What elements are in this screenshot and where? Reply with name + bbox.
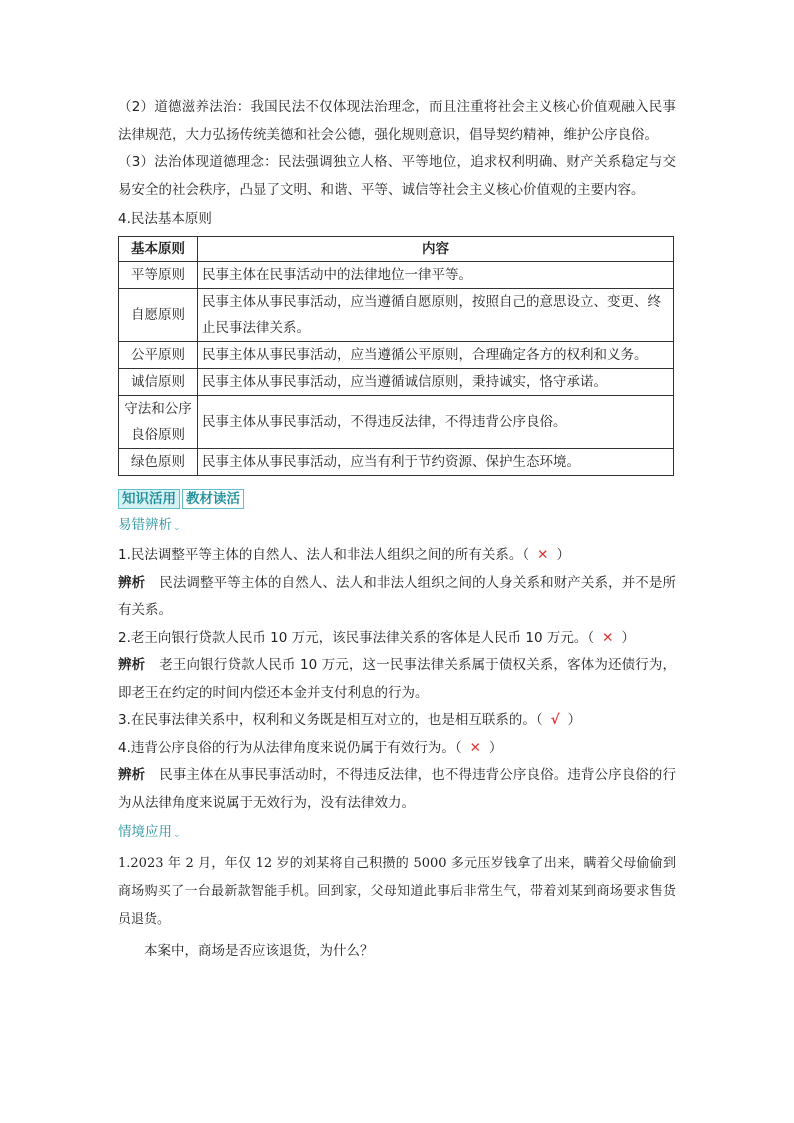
document-page (118, 94, 676, 965)
section-badges (118, 488, 676, 510)
scenario-title: 情境应用 (118, 824, 172, 840)
wrong-mark-icon: ✕ (469, 739, 481, 756)
principle-name: 诚信原则 (119, 368, 198, 395)
error-analysis-4 (118, 762, 676, 817)
principles-table (118, 236, 674, 476)
error-analysis-1 (118, 570, 676, 625)
error-analysis-heading (118, 512, 676, 543)
analysis-text: 民法调整平等主体的自然人、法人和非法人组织之间的人身关系和财产关系，并不是所有关系。 (118, 574, 677, 618)
principle-name: 自愿原则 (119, 288, 198, 341)
scenario-heading (118, 819, 676, 850)
error-question-1 (118, 542, 676, 570)
principle-content: 民事主体从事民事活动，应当遵循公平原则，合理确定各方的权利和义务。 (198, 341, 674, 368)
table-row (119, 448, 674, 475)
question-close: ） (567, 712, 582, 728)
badge-textbook-reading: 教材读活 (182, 489, 244, 509)
chevron-down-icon: ⌄ (173, 522, 181, 533)
question-close: ） (556, 547, 570, 563)
principle-name: 绿色原则 (119, 448, 198, 475)
question-text: 2.老王向银行贷款人民币 10 万元，该民事法律关系的客体是人民币 10 万元。（ (118, 629, 595, 646)
error-analysis-title: 易错辨析 (118, 516, 172, 533)
table-row (119, 288, 674, 341)
principle-content: 民事主体在民事活动中的法律地位一律平等。 (198, 261, 674, 288)
principle-content: 民事主体从事民事活动，不得违反法律，不得违背公序良俗。 (198, 395, 674, 448)
section-heading-principles: 4.民法基本原则 (118, 211, 212, 227)
principle-name: 守法和公序良俗原则 (119, 395, 198, 448)
analysis-label: 辨析 (118, 657, 146, 673)
analysis-text: 老王向银行贷款人民币 10 万元，这一民事法律关系属于债权关系，客体为还债行为，即老王在约定的时间内偿还本金并支付利息的行为。 (118, 657, 677, 701)
check-mark-icon: √ (550, 712, 560, 728)
badge-knowledge-use: 知识活用 (118, 489, 180, 509)
table-header-row (119, 236, 674, 261)
table-row (119, 368, 674, 395)
paragraph-moral-nourishes-law: （2）道德滋养法治：我国民法不仅体现法治理念，而且注重将社会主义核心价值观融入民事法律规范，大力弘扬传统美德和社会公德，强化规则意识，倡导契约精神，维护公序良俗。 (118, 99, 676, 143)
header-principle: 基本原则 (119, 236, 198, 261)
scenario-question: 本案中，商场是否应该退货，为什么？ (144, 942, 374, 959)
analysis-label: 辨析 (118, 574, 146, 591)
question-text: 3.在民事法律关系中，权利和义务既是相互对立的，也是相互联系的。（ (118, 712, 543, 728)
principle-name: 平等原则 (119, 261, 198, 288)
principle-name: 公平原则 (119, 341, 198, 368)
principle-content: 民事主体从事民事活动，应当遵循自愿原则，按照自己的意思设立、变更、终止民事法律关系。 (198, 288, 674, 341)
paragraph-law-reflects-morality: （3）法治体现道德理念：民法强调独立人格、平等地位，追求权利明确、财产关系稳定与交易安全的社会秩序，凸显了文明、和谐、平等、诚信等社会主义核心价值观的主要内容。 (118, 154, 676, 198)
principle-content: 民事主体从事民事活动，应当有利于节约资源、保护生态环境。 (198, 448, 674, 475)
question-text: 1.民法调整平等主体的自然人、法人和非法人组织之间的所有关系。（ (118, 547, 530, 563)
table-row (119, 341, 674, 368)
question-close: ） (621, 629, 635, 646)
error-question-3 (118, 707, 676, 735)
scenario-case-text: 1.2023 年 2 月，年仅 12 岁的刘某将自己积攒的 5000 多元压岁钱拿了出来，瞒着父母偷偷到商场购买了一台最新款智能手机。回到家，父母知道此事后非常生气，带着刘某到商场要求售货员退货。 (118, 855, 676, 927)
error-question-2 (118, 625, 676, 653)
header-content: 内容 (198, 236, 674, 261)
analysis-text: 民事主体在从事民事活动时，不得违反法律，也不得违背公序良俗。违背公序良俗的行为从法律角度来说属于无效行为，没有法律效力。 (118, 767, 677, 811)
error-question-4 (118, 735, 676, 763)
analysis-label: 辨析 (118, 767, 146, 783)
question-text: 4.违背公序良俗的行为从法律角度来说仍属于有效行为。（ (118, 739, 462, 756)
table-row (119, 261, 674, 288)
principle-content: 民事主体从事民事活动，应当遵循诚信原则，秉持诚实，恪守承诺。 (198, 368, 674, 395)
wrong-mark-icon: ✕ (537, 547, 549, 563)
error-analysis-2 (118, 652, 676, 707)
table-row (119, 395, 674, 448)
chevron-down-icon: ⌄ (173, 830, 181, 840)
wrong-mark-icon: ✕ (602, 629, 614, 646)
question-close: ） (488, 739, 503, 756)
